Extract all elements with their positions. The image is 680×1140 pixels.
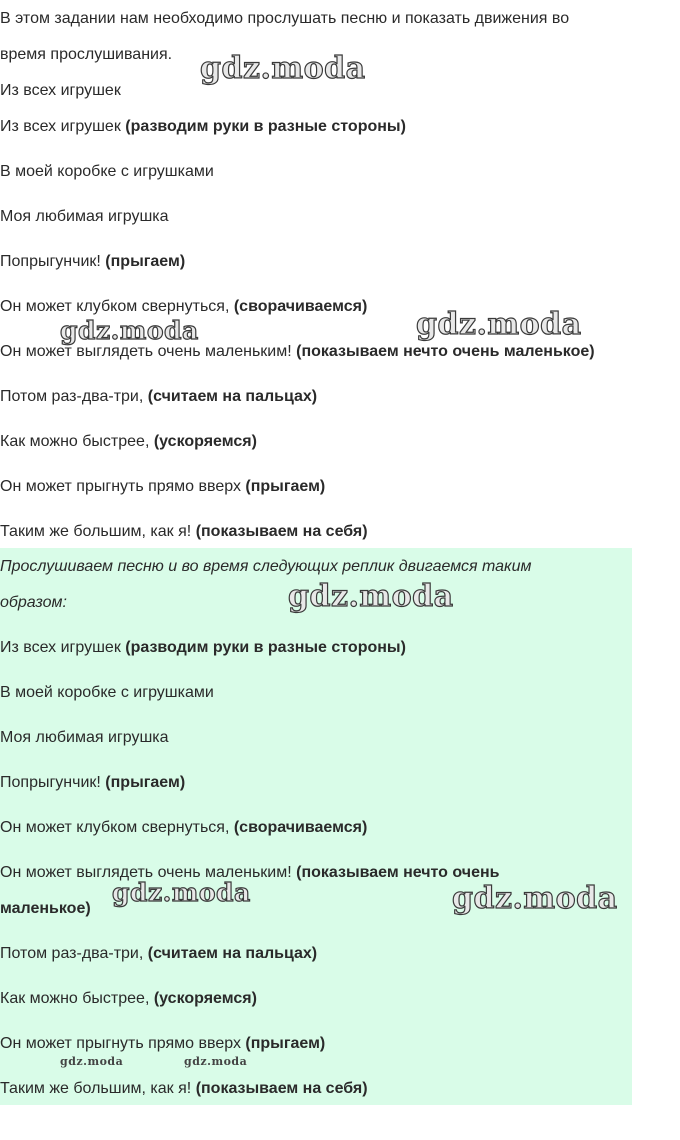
box-lyric-line-wrap: маленькое) bbox=[0, 900, 91, 917]
watermark-logo: gdz.moda bbox=[452, 881, 618, 916]
watermark-logo: gdz.moda bbox=[288, 579, 454, 614]
box-lyric-line: Попрыгунчик! (прыгаем) bbox=[0, 774, 186, 791]
lyric-line: Он может клубком свернуться, (сворачиваемся) bbox=[0, 298, 368, 315]
box-intro-line-2: образом: bbox=[0, 594, 67, 611]
box-lyric-line: Он может выглядеть очень маленьким! (показываем нечто очень bbox=[0, 864, 500, 881]
lyric-line: Как можно быстрее, (ускоряемся) bbox=[0, 433, 257, 450]
box-lyric-line: Как можно быстрее, (ускоряемся) bbox=[0, 990, 257, 1007]
box-lyric-line: Потом раз-два-три, (считаем на пальцах) bbox=[0, 945, 318, 962]
intro-line-1: В этом задании нам необходимо прослушать песню и показать движения во bbox=[0, 10, 570, 27]
watermark-logo: gdz.moda bbox=[60, 1055, 124, 1068]
box-lyric-line: Моя любимая игрушка bbox=[0, 729, 169, 746]
lyric-line: Попрыгунчик! (прыгаем) bbox=[0, 253, 186, 270]
watermark-logo: gdz.moda bbox=[184, 1055, 248, 1068]
lyric-line: Моя любимая игрушка bbox=[0, 208, 169, 225]
watermark-logo: gdz.moda bbox=[60, 316, 199, 345]
lyric-line: Из всех игрушек (разводим руки в разные стороны) bbox=[0, 118, 406, 135]
watermark-logo: gdz.moda bbox=[112, 878, 251, 907]
lyric-line: Потом раз-два-три, (считаем на пальцах) bbox=[0, 388, 318, 405]
lyric-line: Из всех игрушек bbox=[0, 82, 121, 99]
box-intro-line-1: Прослушиваем песню и во время следующих реплик двигаемся таким bbox=[0, 558, 532, 575]
watermark-logo: gdz.moda bbox=[200, 51, 366, 86]
box-lyric-line: Из всех игрушек (разводим руки в разные стороны) bbox=[0, 639, 406, 656]
box-lyric-line: Таким же большим, как я! (показываем на себя) bbox=[0, 1080, 368, 1097]
watermark-logo: gdz.moda bbox=[416, 307, 582, 342]
box-lyric-line: В моей коробке с игрушками bbox=[0, 684, 214, 701]
lyric-line: Он может выглядеть очень маленьким! (показываем нечто очень маленькое) bbox=[0, 343, 595, 360]
lyric-line: Таким же большим, как я! (показываем на себя) bbox=[0, 523, 368, 540]
lyric-line: Он может прыгнуть прямо вверх (прыгаем) bbox=[0, 478, 326, 495]
box-lyric-line: Он может прыгнуть прямо вверх (прыгаем) bbox=[0, 1035, 326, 1052]
lyric-line: В моей коробке с игрушками bbox=[0, 163, 214, 180]
intro-line-2: время прослушивания. bbox=[0, 46, 173, 63]
box-lyric-line: Он может клубком свернуться, (сворачиваемся) bbox=[0, 819, 368, 836]
